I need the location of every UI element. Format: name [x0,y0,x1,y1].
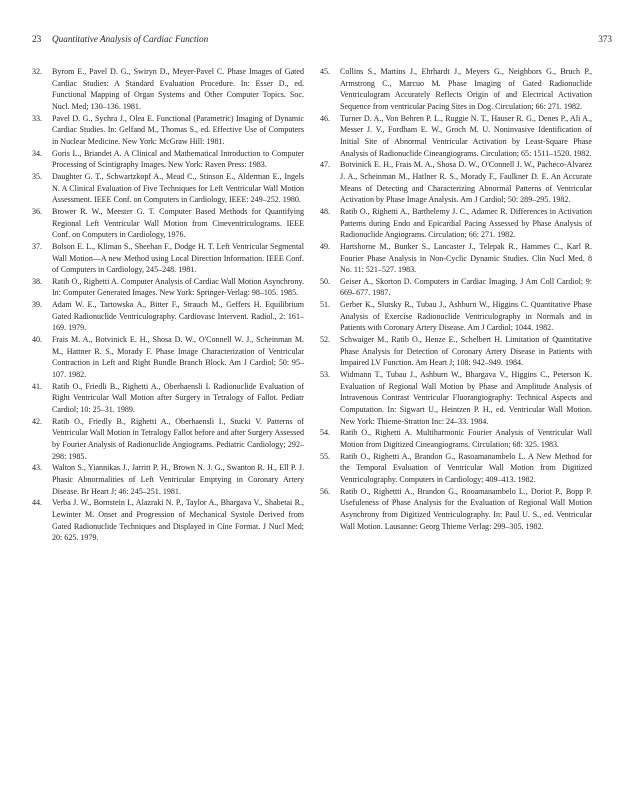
reference-entry [32,148,304,171]
reference-entry [32,171,304,206]
reference-text: Pavel D. G., Sychra J., Olea E. Functional (Parametric) Imaging of Dynamic Cardiac Studies. In: Gelfand M., Thomas S., ed. Effective Use of Computers in Nuclear Medicine. New York: McGraw Hill: 1981. [52,113,304,146]
reference-number: 55. [320,451,331,461]
reference-text: Botvinick E. H., Frais M. A., Shosa D. W., O'Connell J. W., Pacheco-Alvarez J. A., Scheinman M., Hatlner R. S., Morady F., Faulkner D. E. An Accurate Means of Detecting and Characterizing Abnormal Patterns of Ventricular Activation by Phase Image Analysis. Am J Cardiol; 50: 289–295. 1982. [340,160,592,205]
reference-number: 35. [32,171,43,181]
reference-number: 56. [320,486,331,496]
chapter-number: 23 [32,34,42,44]
reference-text: Goris L., Briandet A. A Clinical and Mathematical Introduction to Computer Processing of Scintigraphy Images. New York: Raven Press: 1983. [52,148,304,170]
reference-entry [32,497,304,544]
reference-number: 48. [320,206,331,216]
reference-number: 45. [320,67,331,76]
reference-text: Ratib O., Friedli B., Righetti A., Oberhaensli I. Radionuclide Evaluation of Right Ventricular Wall Motion after Surgery in Tetralogy of Fallot. Pediatr Cardiol; 10: 25–31. 1989. [52,381,304,415]
reference-entry [32,416,304,463]
reference-entry [320,334,592,369]
reference-text: Ratib O., Righetti A., Barthelemy J. C., Adamec R. Differences in Activation Patterns during Endo and Epicardial Pacing Assessed by Phase Analysis of Radionuclide Angiograms. Circulation; 66: 271. 1982. [340,206,592,240]
reference-text: Brower R. W., Meester G. T. Computer Based Methods for Quantifying Regional Left Ventricular Wall Motion from Cineventriculograms. IEEE Conf. on Computers in Cardiology, 1976. [52,206,304,240]
reference-entry [32,299,304,334]
reference-number: 43. [32,463,43,473]
reference-entry [320,427,592,450]
reference-text: Bolson E. L., Kliman S., Sheehan F., Dodge H. T. Left Ventricular Segmental Wall Motion—A new Method using Local Direction Information. IEEE Conf. of Computers in Cardiology, 245–248. 1981. [52,241,304,275]
reference-entry [320,206,592,241]
reference-number: 44. [32,498,43,508]
reference-entry [32,276,304,299]
reference-entry [32,241,304,276]
reference-entry [320,451,592,486]
reference-entry [32,206,304,241]
reference-text: Turner D. A., Von Behren P. L., Ruggie N. T., Hauser R. G., Denes P., Ali A., Messer J. V., Fordham E. W., Groch M. U. Noninvasive Identification of Initial Site of Abnormal Ventricular Activation by Least-Square Phase Analysis of Radionuclide Cineangiograms. Circulation; 65: 1511–1520. 1982. [340,113,592,158]
reference-number: 52. [320,335,331,345]
reference-text: Gerber K., Slutsky R., Tubau J., Ashburn W., Higgins C. Quantitative Phase Analysis of Exercise Radionuclide Ventriculography in Normals and in Patients with Coronary Artery Disease. Am J Cardiol; 1044. 1982. [340,300,592,333]
reference-number: 53. [320,370,331,380]
reference-entry [32,113,304,148]
reference-number: 47. [320,160,331,170]
reference-number: 33. [32,113,43,123]
reference-number: 42. [32,416,43,426]
reference-text: Geiser A., Skorton D. Computers in Cardiac Imaging. J Am Coll Cardiol; 9: 669–677. 1987. [340,276,592,298]
reference-number: 38. [32,276,43,286]
reference-text: Verba J. W., Bornstein I., Alazraki N. P., Taylor A., Bhargava V., Shabetai R., Lewinter M. Onset and Progression of Mechanical Systole Derived from Gated Radionuclide Techniques and Displayed in Cine Format. J Nucl Med; 20: 625. 1979. [52,498,304,543]
reference-text: Daughter G. T., Schwartzkopf A., Mead C., Stinson E., Alderman E., Ingels N. A Clinical Evaluation of Five Techniques for Left Ventricular Wall Motion Assessment. IEEE Conf. on Computers in Cardiology, IEEE: 249–252. 1980. [52,171,304,205]
chapter-title: Quantitative Analysis of Cardiac Function [52,34,209,44]
reference-text: Collins S., Martins J., Ehrhardt J., Meyers G., Neighbors G., Bruch P., Armstrong C., Marcuo M. Phase Imaging of Gated Radionuclide Ventriculogram Accurately Reflects Origin of and Electrical Activation Sequence from ventricular Pacing Sites in Dog. Circulation; 66: 271. 1982. [340,67,592,111]
reference-number: 40. [32,335,43,345]
reference-entry [32,334,304,381]
reference-entry [320,369,592,427]
reference-number: 54. [320,428,331,438]
reference-number: 37. [32,241,43,251]
reference-entry [320,299,592,334]
reference-number: 34. [32,148,43,158]
reference-entry [320,276,592,299]
reference-text: Ratib O., Righetti A. Multiharmonic Fourier Analysis of Ventricular Wall Motion from Digitized Cineangiograms. Circulation; 68: 325. 1983. [340,428,592,449]
reference-text: Hartshorne M., Bunker S., Lancaster J., Telepak R., Hammes C., Karl R. Fourier Phase Analysis in Non-Cyclic Dynamic Studies. Clin Nucl Med. 8 No. 11: 521–527. 1983. [340,241,592,275]
reference-text: Frais M. A., Botvinick E. H., Shosa D. W., O'Connell W. J., Scheinman M. M., Hattner R. S., Morady F. Phase Image Characterization of Ventricular Contraction in Left and Right Bundle Branch Block. Am J Cardiol; 50: 95–107. 1982. [52,335,304,380]
reference-number: 49. [320,241,331,251]
reference-text: Ratib O., Friedly B., Righetti A., Oberhaensli I., Stucki V. Patterns of Ventricular Wall Motion in Tetralogy Fallot before and after Surgery Assessed by Fourier Analysis of Radionuclide Angiograms. Pediatric Cardiology; 292–298: 1985. [52,416,304,461]
reference-number: 36. [32,206,43,216]
reference-text: Ratib O., Righetti A. Computer Analysis of Cardiac Wall Motion Asynchrony. In: Computer Generated Images. New York: Springer-Verlag: 98–105. 1985. [52,276,304,298]
reference-entry [320,159,592,206]
reference-text: Ratib O., Righetti A., Brandon G., Rasoamanambelo L. A New Method for the Temporal Evaluation of Ventricular Wall Motion from Digitized Ventriculography. Computers in Cardiology; 409–413. 1982. [340,451,592,484]
reference-number: 41. [32,381,43,391]
reference-text: Schwaiger M., Ratib O., Henze E., Schelbert H. Limitation of Quantitative Phase Analysis for Detection of Coronary Artery Disease in Patients with Impaired LV Function. Am Heart J; 108: 942–949. 1984. [340,335,592,368]
reference-number: 50. [320,276,331,286]
reference-number: 39. [32,300,43,310]
reference-text: Byrom E., Pavel D. G., Swiryn D., Meyer-Pavel C. Phase Images of Gated Cardiac Studies: A Standard Evaluation Procedure. In: Esser D., ed. Functional Mapping of Organ Systems and Other Computer Topics. Soc. Nucl. Med; 130–136. 1981. [52,67,304,111]
reference-text: Widmann T., Tubau J., Ashburn W., Bhargava V., Higgins C., Peterson K. Evaluation of Regional Wall Motion by Phase and Amplitude Analysis of Intravenous Contrast Ventricular Fluorangiography: Technical Aspects and Computation. In: Sigwart U., Heintzen P. H., ed. Ventricular Wall Motion. New York: Thieme-Stratton Inc: 24–33. 1984. [340,370,592,426]
reference-text: Ratib O., Righettti A., Brandon G., Rooamanambelo L., Doriot P., Bopp P. Usefuleness of Phase Analysis for the Evaluation of Regional Wall Motion Asynchrony from Digitized Ventriculography. In: Paul U. S., ed. Ventricular Wall Motion. Lausanne: Georg Thieme Verlag: 299–305. 1982. [340,486,592,531]
reference-number: 32. [32,67,43,76]
reference-number: 46. [320,113,331,123]
reference-entry [32,381,304,416]
page-number: 373 [598,34,612,44]
reference-text: Adam W. E., Tartowska A., Bitter F., Strauch M., Geffers H. Equilibrium Gated Radionuclide Ventriculography. Cardiovasc Intervent. Radiol., 2: 161–169. 1979. [52,300,304,333]
reference-entry [320,241,592,276]
reference-number: 51. [320,300,331,310]
reference-entry [32,462,304,497]
reference-entry [320,486,592,533]
reference-entry [320,66,592,113]
reference-column-right [320,66,592,532]
reference-column-left [32,66,304,544]
reference-entry [320,113,592,160]
running-head [32,34,612,50]
reference-text: Walton S., Yiannikas J., Jarritt P. H., Brown N. J. G., Swanton R. H., Ell P. J. Phasic Abnormalities of Left Ventricular Emptying in Coronary Artery Disease. Br Heart J; 46: 245–251. 1981. [52,463,304,496]
reference-entry [32,66,304,113]
